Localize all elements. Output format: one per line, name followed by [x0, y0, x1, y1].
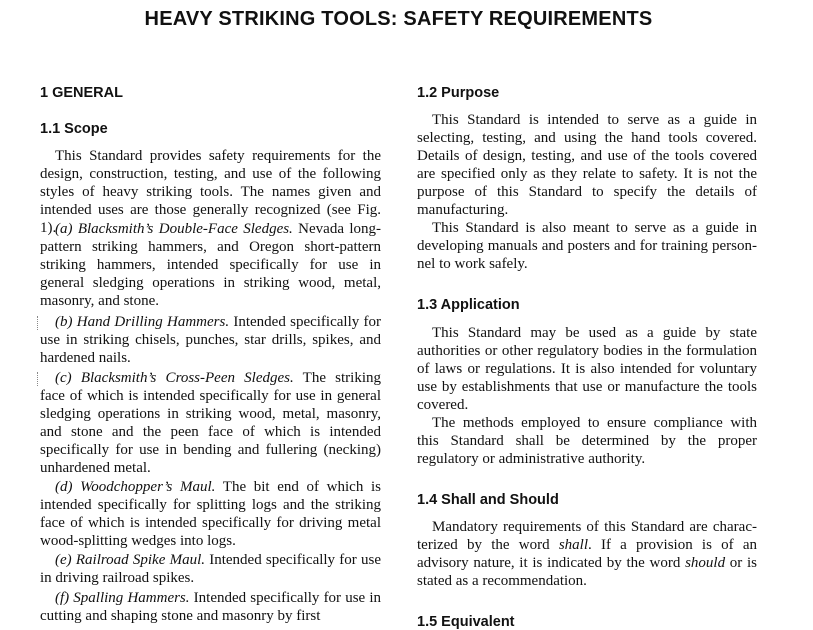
application-paragraph-1: This Standard may be used as a guide by state authorities or other regulatory bodies in the formulation of laws or regulations. It is also intended for voluntary use by establishments that use or manufacture the tools covered.: [417, 325, 757, 413]
item-c-text: The striking face of which is intended specifically for use in general sledging operations in striking wood, metal, masonry, and stone and the peen face of which is intended specifically for use in bending and fullering (necking) unhardened metal.: [40, 370, 381, 476]
item-b-label: (b) Hand Drilling Hammers.: [55, 314, 230, 330]
change-bar: [37, 316, 38, 330]
section-1-1-heading: 1.1 Scope: [40, 121, 108, 137]
section-1-heading: 1 GENERAL: [40, 85, 123, 101]
equivalent-heading: 1.5 Equivalent: [417, 614, 515, 630]
item-d-paragraph: [40, 478, 381, 550]
application-heading: 1.3 Application: [417, 297, 520, 313]
scope-paragraph: This Standard provides safety requirements for the design, construction, testing, and use of the following styles of heavy striking tools. The names given and intended uses are those generally recognized (see Fig. 1).: [40, 148, 381, 236]
shall-word: shall: [558, 537, 588, 553]
shall-should-paragraph: [417, 518, 757, 590]
item-b-paragraph: [40, 313, 381, 367]
item-a-paragraph: [40, 220, 381, 310]
purpose-heading: 1.2 Purpose: [417, 85, 500, 101]
item-a-text: Nevada long-pattern striking hammers, and Oregon short-pattern striking hammers, intended specifically for use in general sledging operations in striking wood, metal, masonry, and stone.: [40, 221, 381, 309]
document-title: HEAVY STRIKING TOOLS: SAFETY REQUIREMENTS: [144, 8, 653, 30]
shall-text-3: or is stated as a recommendation.: [417, 555, 758, 589]
item-f-label: (f) Spalling Hammers.: [55, 590, 190, 606]
item-b-text: Intended specifically for use in striking chisels, punches, star drills, spikes, and hardened nails.: [40, 314, 381, 366]
application-paragraph-2: The methods employed to ensure compliance with this Standard shall be determined by the proper regulatory or administrative authority.: [417, 415, 757, 467]
purpose-paragraph-2: This Standard is also meant to serve as a guide in developing manuals and posters and for training person-nel to work safely.: [417, 220, 757, 272]
shall-should-heading: 1.4 Shall and Should: [417, 492, 559, 508]
should-word: should: [685, 555, 726, 571]
item-f-text: Intended specifically for use in cutting and shaping stone and masonry by first: [40, 590, 381, 624]
change-bar: [37, 372, 38, 386]
item-f-paragraph: [40, 589, 381, 625]
item-d-label: (d) Woodchopper’s Maul.: [55, 479, 216, 495]
item-a-label: (a) Blacksmith’s Double-Face Sledges.: [55, 221, 293, 237]
item-e-paragraph: [40, 551, 381, 587]
item-c-label: (c) Blacksmith’s Cross-Peen Sledges.: [55, 370, 294, 386]
purpose-paragraph-1: This Standard is intended to serve as a guide in selecting, testing, and using the hand tools covered. Details of design, testing, and use of the tools covered are specified only as they relate to safety. It is not the purpose of this Standard to specify the details of manufacturing.: [417, 112, 757, 218]
item-d-text: The bit end of which is intended specifically for splitting logs and the striking face of which is intended specifically for driving metal wood-splitting wedges into logs.: [40, 479, 381, 549]
shall-text-2: . If a provision is of an advisory nature, it is indicated by the word: [417, 537, 757, 571]
item-c-paragraph: [40, 369, 381, 477]
shall-text-1: Mandatory requirements of this Standard are charac-terized by the word: [417, 519, 757, 553]
item-e-text: Intended specifically for use in driving railroad spikes.: [40, 552, 381, 586]
item-e-label: (e) Railroad Spike Maul.: [55, 552, 205, 568]
